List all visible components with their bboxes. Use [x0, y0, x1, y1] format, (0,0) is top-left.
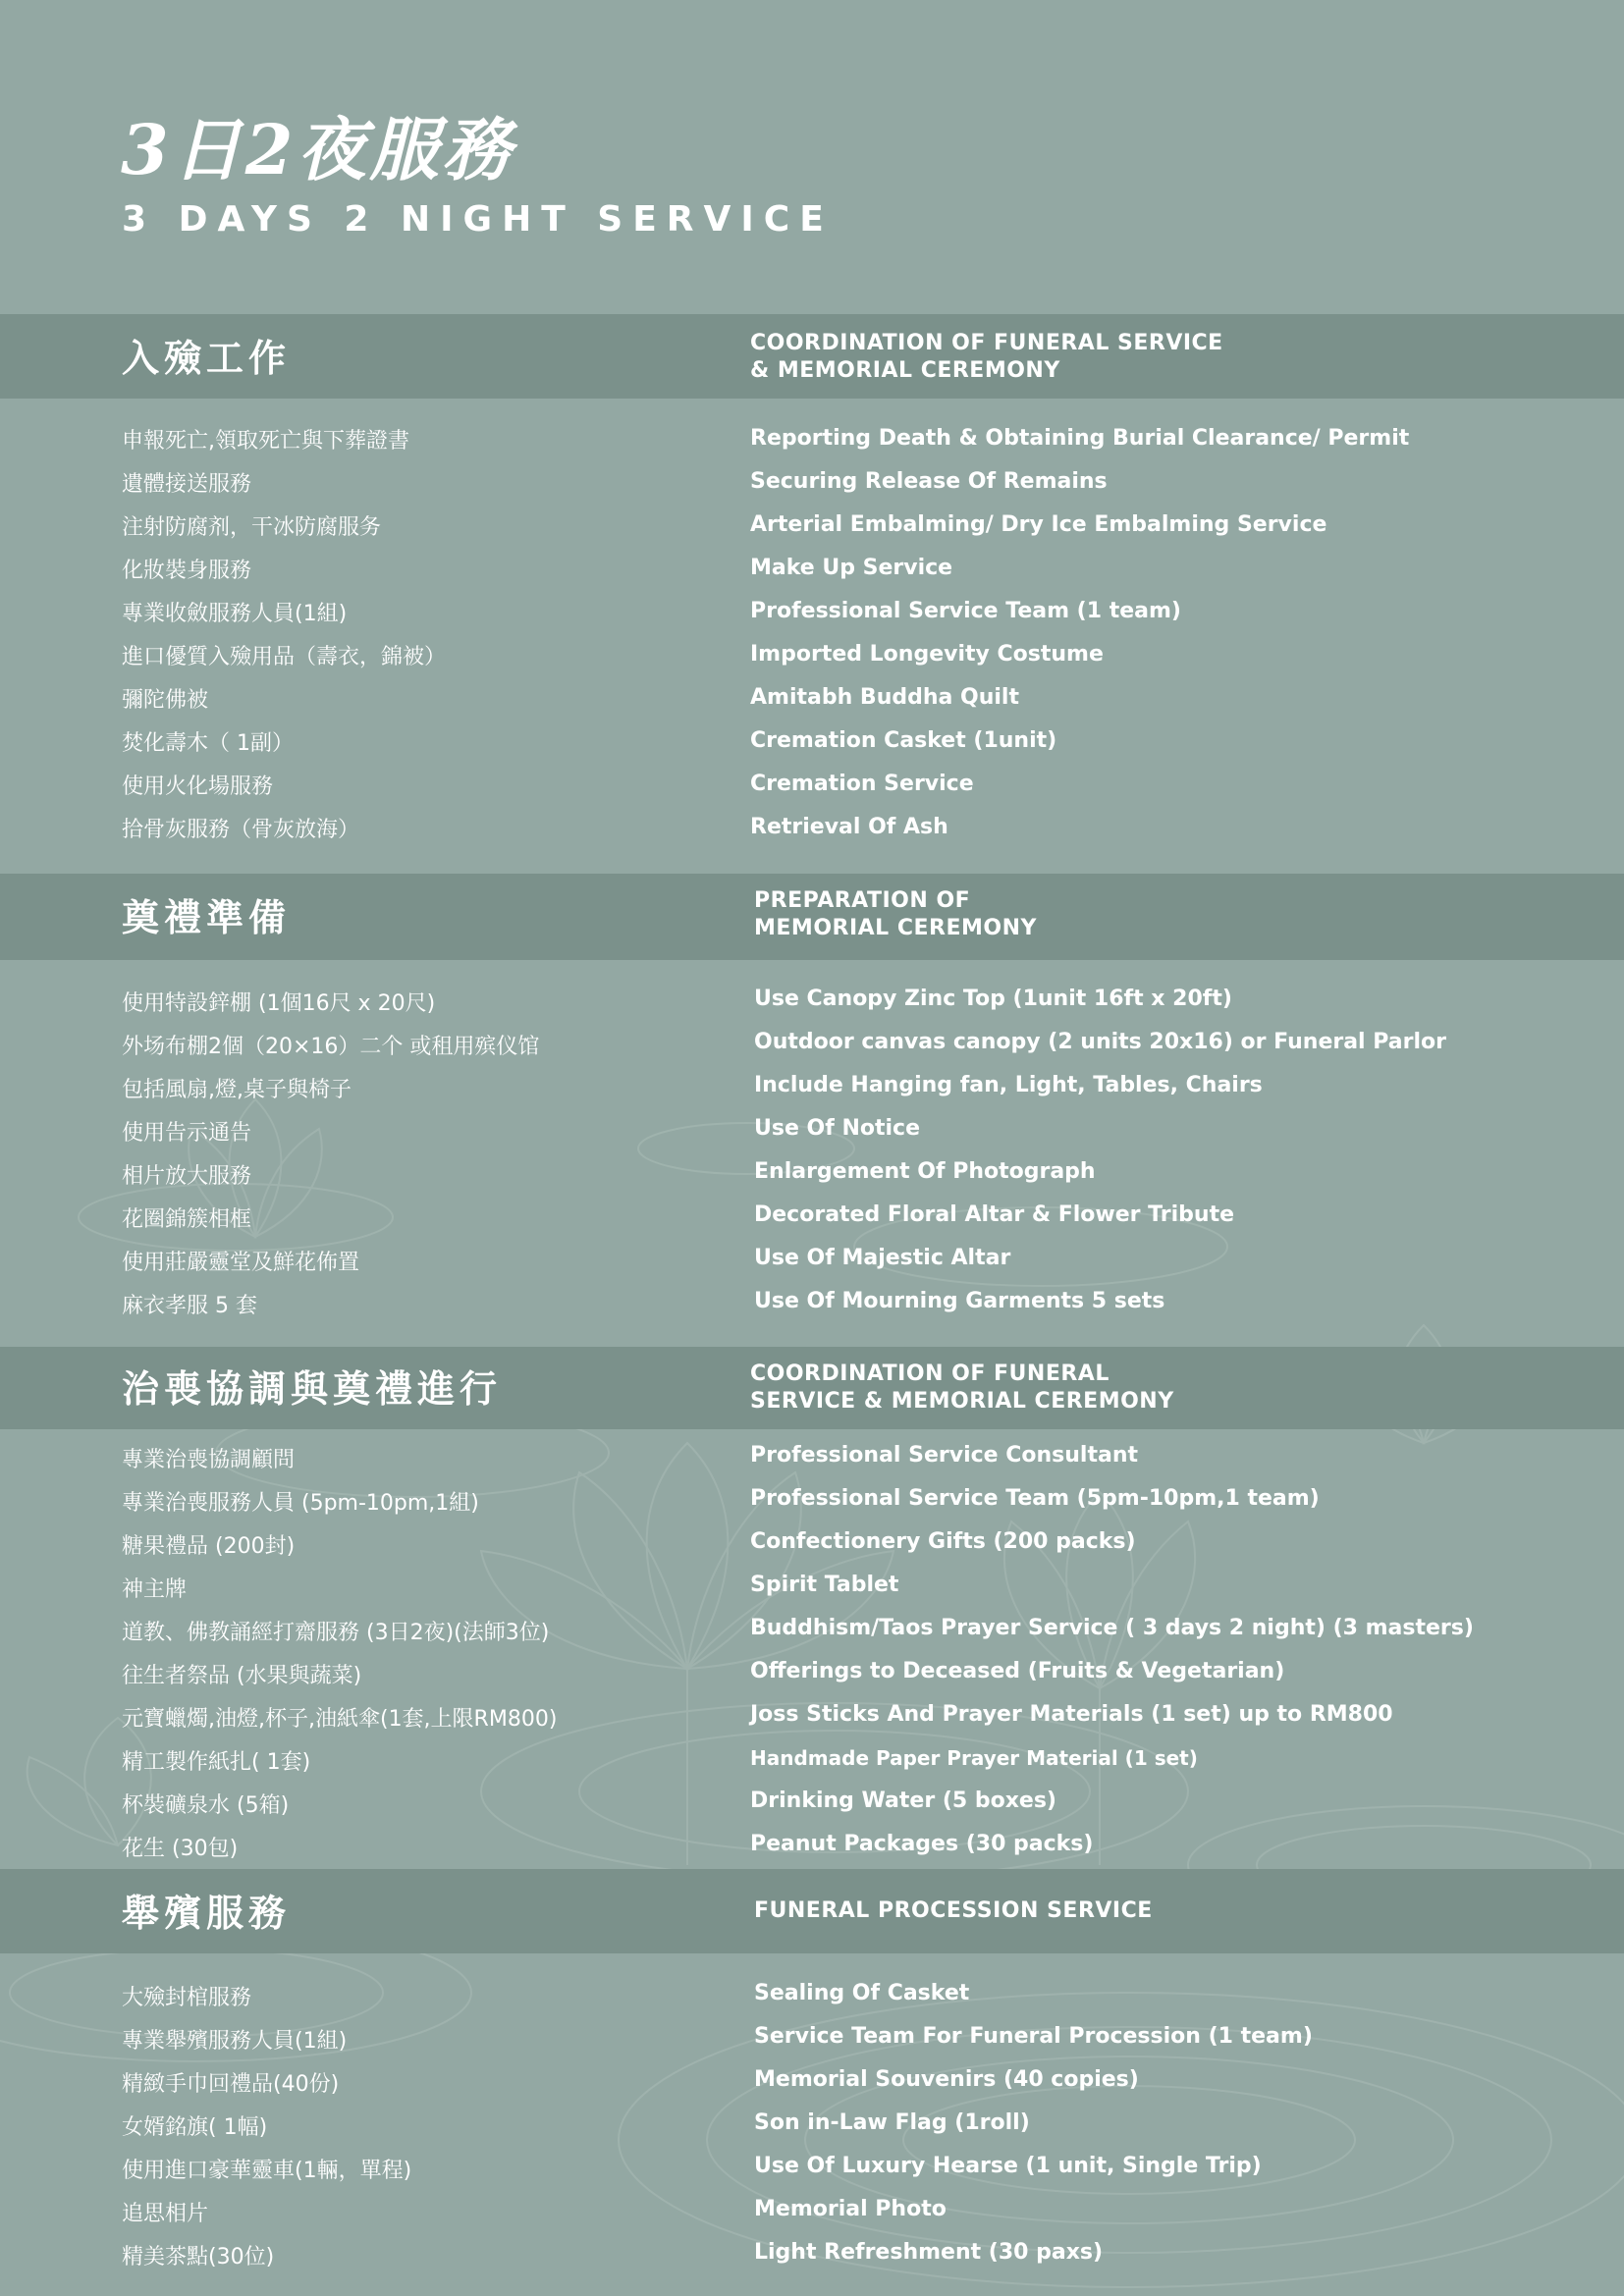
section-title-english-line1: COORDINATION OF FUNERAL SERVICE [750, 331, 1223, 355]
section-title-chinese: 舉殯服務 [122, 1892, 292, 1935]
list-item: Son in-Law Flag (1roll) [754, 2110, 1030, 2135]
list-item: 糖果禮品 (200封) [122, 1534, 296, 1559]
section-title-english-line1: COORDINATION OF FUNERAL [750, 1362, 1110, 1386]
list-item: 追思相片 [122, 2202, 209, 2226]
list-item: Offerings to Deceased (Fruits & Vegetarian) [750, 1659, 1285, 1683]
list-item: Light Refreshment (30 paxs) [754, 2240, 1104, 2265]
section-header-band-encoffining [0, 314, 1624, 399]
section-title-english [754, 887, 1037, 942]
list-item: Handmade Paper Prayer Material (1 set) [750, 1746, 1198, 1770]
list-item: 進口優質入殮用品（壽衣，錦被） [122, 645, 447, 669]
list-item: 道教、佛教誦經打齋服務 (3日2夜)(法師3位) [122, 1621, 550, 1645]
list-item: Retrieval Of Ash [750, 815, 948, 839]
list-item: 專業治喪協調顧問 [122, 1448, 296, 1472]
list-item: 專業舉殯服務人員(1組) [122, 2029, 348, 2054]
section-title-chinese: 入殮工作 [122, 337, 292, 380]
items-list-chinese-coordination [122, 1439, 557, 1871]
list-item: 遺體接送服務 [122, 472, 252, 497]
list-item: 注射防腐剂，干冰防腐服务 [122, 515, 382, 540]
list-item: 使用進口豪華靈車(1輛，單程) [122, 2159, 412, 2183]
list-item: Memorial Photo [754, 2197, 947, 2221]
section-title-english [750, 1361, 1174, 1415]
list-item: Imported Longevity Costume [750, 642, 1104, 667]
list-item: Use Of Notice [754, 1116, 921, 1141]
list-item: Professional Service Consultant [750, 1443, 1139, 1468]
list-item: Use Of Majestic Altar [754, 1246, 1011, 1270]
section-title-chinese: 治喪協調與奠禮進行 [122, 1367, 503, 1411]
list-item: 神主牌 [122, 1577, 188, 1602]
list-item: 杯裝礦泉水 (5箱) [122, 1793, 290, 1818]
section-title-english [754, 1897, 1153, 1925]
list-item: Cremation Casket (1unit) [750, 728, 1057, 753]
list-item: Use Of Luxury Hearse (1 unit, Single Trip) [754, 2154, 1262, 2178]
items-list-english-coordination [750, 1434, 1474, 1866]
page-title-chinese: 3日2夜服務 [121, 109, 515, 190]
list-item: 花生 (30包) [122, 1837, 239, 1861]
list-item: Decorated Floral Altar & Flower Tribute [754, 1202, 1235, 1227]
list-item: Include Hanging fan, Light, Tables, Chairs [754, 1073, 1263, 1097]
list-item: 專業收斂服務人員(1組) [122, 602, 348, 626]
list-item: 使用火化場服務 [122, 774, 274, 799]
list-item: 麻衣孝服 5 套 [122, 1294, 257, 1318]
items-list-chinese-preparation [122, 983, 539, 1328]
items-list-chinese-procession [122, 1977, 411, 2279]
list-item: 使用告示通告 [122, 1121, 252, 1146]
list-item: Make Up Service [750, 556, 953, 580]
list-item: 專業治喪服務人員 (5pm-10pm,1組) [122, 1491, 479, 1516]
list-item: 申報死亡,領取死亡與下葬證書 [122, 429, 409, 454]
section-title-english-line1: FUNERAL PROCESSION SERVICE [754, 1898, 1153, 1923]
section-header-band-preparation [0, 874, 1624, 960]
list-item: 大殮封棺服務 [122, 1986, 252, 2010]
section-title-english-line2: MEMORIAL CEREMONY [754, 916, 1037, 940]
list-item: 拾骨灰服務（骨灰放海） [122, 818, 360, 842]
list-item: Arterial Embalming/ Dry Ice Embalming Service [750, 512, 1327, 537]
section-title-english-line2: SERVICE & MEMORIAL CEREMONY [750, 1389, 1174, 1414]
list-item: Use Of Mourning Garments 5 sets [754, 1289, 1165, 1313]
list-item: Securing Release Of Remains [750, 469, 1108, 494]
list-item: Cremation Service [750, 772, 974, 796]
list-item: 包括風扇,燈,桌子與椅子 [122, 1078, 352, 1102]
list-item: Enlargement Of Photograph [754, 1159, 1096, 1184]
items-list-english-procession [754, 1972, 1313, 2274]
section-title-english [750, 330, 1223, 385]
list-item: Memorial Souvenirs (40 copies) [754, 2067, 1139, 2092]
list-item: Peanut Packages (30 packs) [750, 1832, 1094, 1856]
section-title-english-line2: & MEMORIAL CEREMONY [750, 358, 1060, 383]
items-list-english-preparation [754, 978, 1446, 1323]
list-item: 精工製作紙扎( 1套) [122, 1750, 311, 1775]
list-item: 往生者祭品 (水果與蔬菜) [122, 1664, 362, 1688]
items-list-english-encoffining [750, 417, 1409, 849]
list-item: Confectionery Gifts (200 packs) [750, 1529, 1136, 1554]
list-item: 彌陀佛被 [122, 688, 209, 713]
list-item: 精緻手巾回禮品(40份) [122, 2072, 340, 2097]
list-item: Amitabh Buddha Quilt [750, 685, 1019, 710]
items-list-chinese-encoffining [122, 420, 446, 852]
list-item: Spirit Tablet [750, 1573, 899, 1597]
list-item: 焚化壽木（ 1副） [122, 731, 294, 756]
list-item: 使用特設鋅棚 (1個16尺 x 20尺) [122, 991, 436, 1016]
page-title-english: 3 DAYS 2 NIGHT SERVICE [122, 199, 834, 240]
list-item: 相片放大服務 [122, 1164, 252, 1189]
list-item: Joss Sticks And Prayer Materials (1 set) up to RM800 [750, 1702, 1393, 1727]
section-header-band-procession [0, 1869, 1624, 1953]
section-title-chinese: 奠禮準備 [122, 896, 292, 939]
list-item: 元寶蠟燭,油燈,杯子,油紙傘(1套,上限RM800) [122, 1707, 558, 1732]
list-item: 花圈錦簇相框 [122, 1207, 252, 1232]
list-item: Reporting Death & Obtaining Burial Clearance/ Permit [750, 426, 1410, 451]
list-item: Service Team For Funeral Procession (1 team) [754, 2024, 1313, 2049]
list-item: Professional Service Team (1 team) [750, 599, 1181, 623]
section-title-english-line1: PREPARATION OF [754, 888, 971, 913]
list-item: Use Canopy Zinc Top (1unit 16ft x 20ft) [754, 987, 1232, 1011]
list-item: Professional Service Team (5pm-10pm,1 team) [750, 1486, 1320, 1511]
list-item: Sealing Of Casket [754, 1981, 970, 2005]
list-item: 外场布棚2個（20×16）二个 或租用殡仪馆 [122, 1035, 540, 1059]
list-item: Outdoor canvas canopy (2 units 20x16) or Funeral Parlor [754, 1030, 1446, 1054]
list-item: Drinking Water (5 boxes) [750, 1789, 1056, 1813]
section-header-band-coordination [0, 1347, 1624, 1429]
list-item: 化妝裝身服務 [122, 559, 252, 583]
list-item: 精美茶點(30位) [122, 2245, 275, 2269]
list-item: Buddhism/Taos Prayer Service ( 3 days 2 night) (3 masters) [750, 1616, 1474, 1640]
list-item: 使用莊嚴靈堂及鮮花佈置 [122, 1251, 360, 1275]
list-item: 女婿銘旗( 1幅) [122, 2115, 268, 2140]
